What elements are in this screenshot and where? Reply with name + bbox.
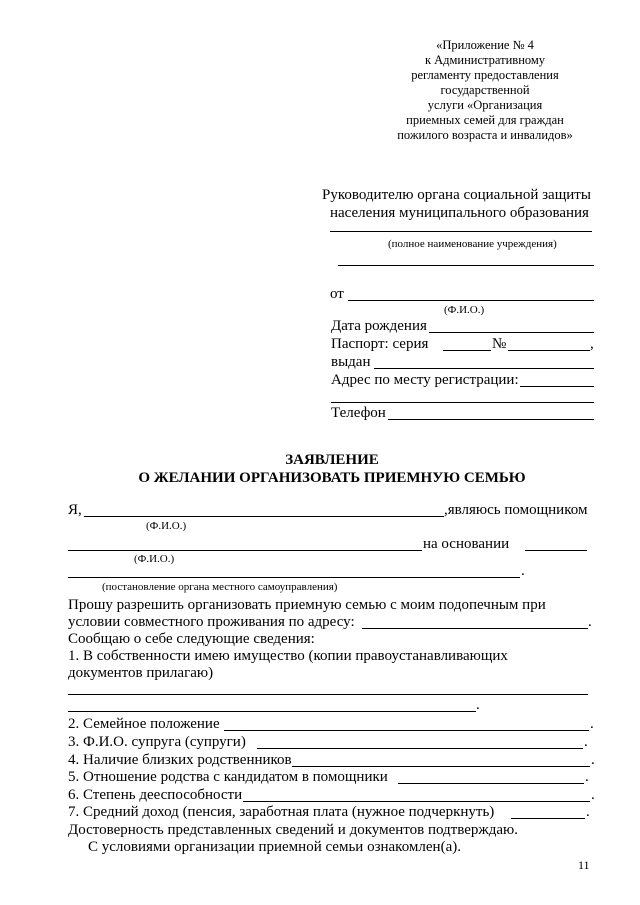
birth-date-label: Дата рождения [331, 318, 427, 334]
item-2-label: 2. Семейное положение [68, 716, 220, 732]
appendix-line: услуги «Организация [427, 98, 543, 112]
item-4-dot: . [591, 752, 595, 768]
issued-label: выдан [331, 354, 371, 370]
property-field[interactable] [68, 694, 588, 695]
passport-label: Паспорт: серия [331, 336, 429, 352]
assistant-text: ,являюсь помощником [444, 502, 588, 518]
basis-field[interactable] [525, 550, 587, 551]
institution-field-2[interactable] [338, 265, 594, 266]
item-3-label: 3. Ф.И.О. супруга (супруги) [68, 734, 246, 750]
document-title: ЗАЯВЛЕНИЕ [285, 452, 379, 468]
basis-text: на основании [423, 536, 510, 552]
spouse-name-field[interactable] [257, 748, 583, 749]
acquainted-text: С условиями организации приемной семьи ознакомлен(а). [88, 839, 461, 855]
birth-date-field[interactable] [429, 332, 594, 333]
info-intro: Сообщаю о себе следующие сведения: [68, 631, 315, 647]
applicant-fio-hint: (Ф.И.О.) [444, 304, 485, 316]
relationship-field[interactable] [398, 783, 584, 784]
residence-address-field[interactable] [362, 628, 588, 629]
ward-name-field[interactable] [68, 550, 422, 551]
item-5-label: 5. Отношение родства с кандидатом в помощники [68, 769, 388, 785]
applicant-name-field[interactable] [348, 300, 594, 301]
appendix-line: регламенту предоставления [411, 68, 559, 82]
passport-number-field[interactable] [508, 350, 590, 351]
request-line-2: условии совместного проживания по адресу: [68, 614, 355, 630]
assistant-name-field[interactable] [84, 516, 444, 517]
institution-field[interactable] [330, 231, 592, 232]
appendix-note [380, 38, 590, 143]
confirmation-text: Достоверность представленных сведений и документов подтверждаю. [68, 822, 518, 838]
decree-hint: (постановление органа местного самоуправления) [102, 581, 338, 593]
appendix-line: «Приложение № 4 [436, 38, 534, 52]
phone-label: Телефон [331, 405, 386, 421]
passport-series-field[interactable] [443, 350, 491, 351]
marital-status-field[interactable] [224, 730, 589, 731]
address-field[interactable] [520, 386, 594, 387]
passport-number-sign: № [492, 336, 507, 352]
request-line-1: Прошу разрешить организовать приемную семью с моим подопечным при [68, 597, 546, 613]
decree-field[interactable] [68, 577, 520, 578]
income-field[interactable] [511, 818, 585, 819]
legal-capacity-field[interactable] [243, 801, 590, 802]
i-label: Я, [68, 502, 82, 518]
issued-by-field[interactable] [374, 368, 594, 369]
appendix-line: приемных семей для граждан [406, 113, 564, 127]
address-field-2[interactable] [331, 402, 594, 403]
address-label: Адрес по месту регистрации: [331, 372, 519, 388]
appendix-line: государственной [440, 83, 530, 97]
request-dot: . [588, 614, 592, 630]
passport-comma: , [590, 336, 594, 352]
item-1-line-1: 1. В собственности имею имущество (копии правоустанавливающих [68, 648, 508, 664]
appendix-line: пожилого возраста и инвалидов» [397, 128, 573, 142]
document-subtitle: О ЖЕЛАНИИ ОРГАНИЗОВАТЬ ПРИЕМНУЮ СЕМЬЮ [138, 470, 526, 486]
item-6-label: 6. Степень дееспособности [68, 787, 243, 803]
addressee-line-1: Руководителю органа социальной защиты [322, 187, 591, 203]
decree-dot: . [521, 563, 525, 579]
item-3-dot: . [584, 734, 588, 750]
item-1-line-2: документов прилагаю) [68, 665, 214, 681]
item-5-dot: . [585, 769, 589, 785]
item-7-label: 7. Средний доход (пенсия, заработная плата (нужное подчеркнуть) [68, 804, 495, 820]
item-2-dot: . [590, 716, 594, 732]
from-label: от [330, 286, 344, 302]
item-6-dot: . [591, 787, 595, 803]
addressee-line-2: населения муниципального образования [330, 205, 589, 221]
institution-hint: (полное наименование учреждения) [388, 238, 557, 250]
property-dot: . [476, 697, 480, 713]
item-7-dot: . [586, 804, 590, 820]
assistant-fio-hint: (Ф.И.О.) [146, 520, 187, 532]
item-4-label: 4. Наличие близких родственников [68, 752, 292, 768]
property-field-2[interactable] [68, 711, 476, 712]
ward-fio-hint: (Ф.И.О.) [134, 553, 175, 565]
page-number: 11 [578, 858, 590, 872]
appendix-line: к Административному [424, 53, 546, 67]
phone-field[interactable] [388, 419, 594, 420]
relatives-field[interactable] [292, 766, 590, 767]
